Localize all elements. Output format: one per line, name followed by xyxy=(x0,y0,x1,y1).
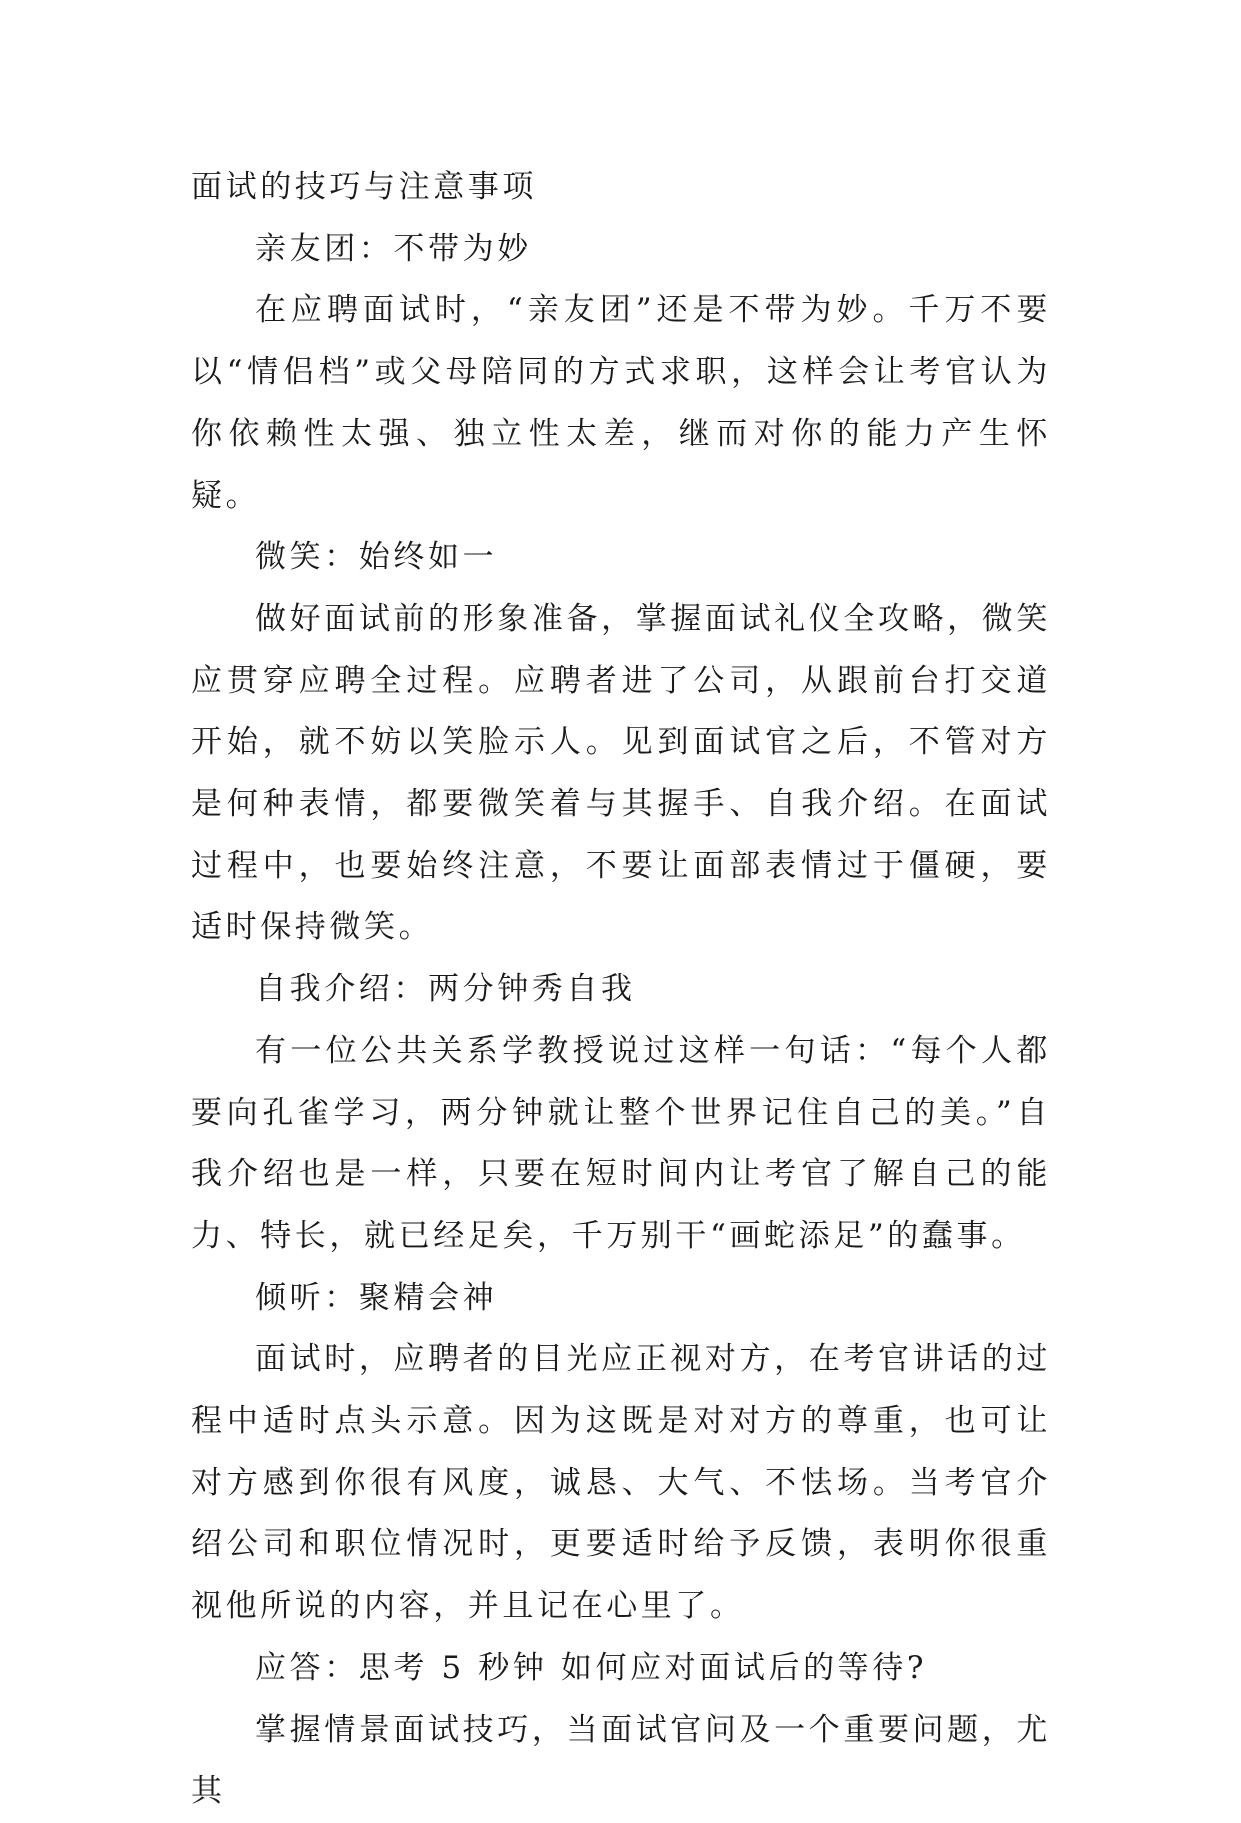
section-heading: 亲友团：不带为妙 xyxy=(255,230,532,267)
section-heading: 微笑：始终如一 xyxy=(255,539,498,576)
section-paragraph: 在应聘面试时，“亲友团”还是不带为妙。千万不要以“情侣档”或父母陪同的方式求职，这样会让考官认为你依赖性太强、独立性太差，继而对你的能力产生怀疑。 xyxy=(191,292,1051,514)
section-paragraph: 面试时，应聘者的目光应正视对方，在考官讲话的过程中适时点头示意。因为这既是对对方的尊重，也可让对方感到你很有风度，诚恳、大气、不怯场。当考官介绍公司和职位情况时，更要适时给予反馈，表明你很重视他所说的内容，并且记在心里了。 xyxy=(191,1341,1051,1625)
section-paragraph: 做好面试前的形象准备，掌握面试礼仪全攻略，微笑应贯穿应聘全过程。应聘者进了公司，从跟前台打交道开始，就不妨以笑脸示人。见到面试官之后，不管对方是何种表情，都要微笑着与其握手、自我介绍。在面试过程中，也要始终注意，不要让面部表情过于僵硬，要适时保持微笑。 xyxy=(191,600,1051,946)
section-heading: 倾听：聚精会神 xyxy=(255,1279,498,1316)
document-title: 面试的技巧与注意事项 xyxy=(191,169,537,205)
section-heading: 应答：思考 5 秒钟 如何应对面试后的等待? xyxy=(255,1649,928,1686)
section-paragraph: 掌握情景面试技巧，当面试官问及一个重要问题，尤其 xyxy=(191,1711,1051,1810)
section-heading: 自我介绍：两分钟秀自我 xyxy=(255,971,636,1008)
document-body xyxy=(191,157,1051,1823)
section-paragraph: 有一位公共关系学教授说过这样一句话：“每个人都要向孔雀学习，两分钟就让整个世界记住自己的美。”自我介绍也是一样，只要在短时间内让考官了解自己的能力、特长，就已经足矣，千万别干“画蛇添足”的蠢事。 xyxy=(191,1032,1051,1254)
